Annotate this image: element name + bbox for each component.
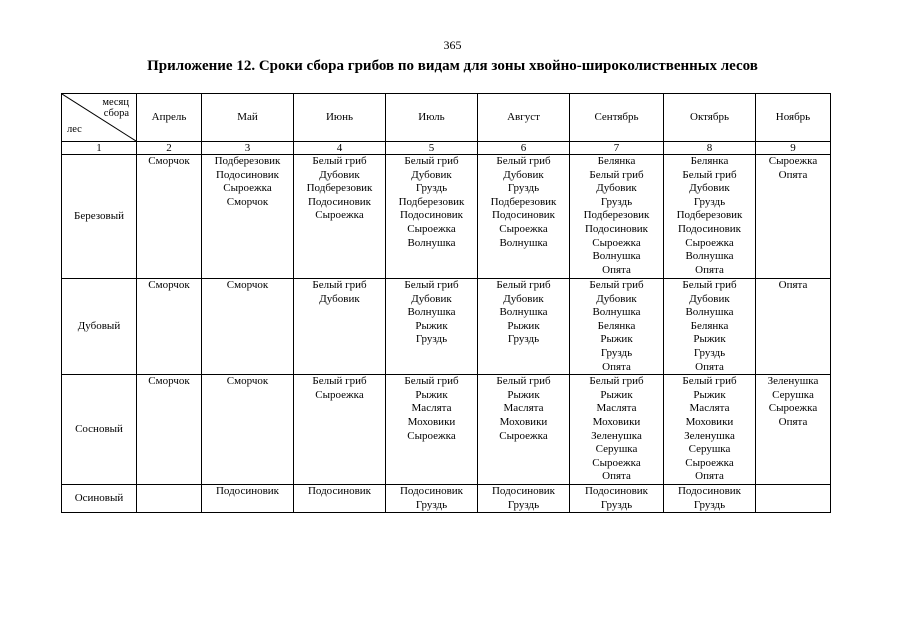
- mushroom-name: Зеленушка: [591, 429, 642, 442]
- mushroom-name: Белый гриб: [589, 375, 644, 388]
- mushroom-name: Рыжик: [415, 319, 448, 332]
- column-number: 6: [478, 142, 570, 155]
- mushroom-name: Маслята: [503, 402, 544, 415]
- mushroom-name: Дубовик: [319, 168, 360, 181]
- mushroom-name: Опята: [695, 470, 724, 483]
- mushroom-name: Дубовик: [319, 292, 360, 305]
- column-number: 7: [570, 142, 664, 155]
- mushroom-cell: [137, 484, 202, 512]
- forest-row-aspen: [62, 484, 831, 512]
- mushroom-cell: [478, 484, 570, 512]
- mushroom-name: Волнушка: [685, 306, 734, 319]
- mushroom-cell: [386, 279, 478, 375]
- mushroom-name: Сыроежка: [407, 429, 456, 442]
- mushroom-cell: [386, 375, 478, 485]
- mushroom-name: Белый гриб: [589, 279, 644, 291]
- mushroom-cell: [570, 279, 664, 375]
- mushroom-name: Подосиновик: [215, 484, 280, 497]
- mushroom-name: Серушка: [772, 388, 814, 401]
- mushroom-name: Белый гриб: [682, 168, 737, 181]
- mushroom-name: Зеленушка: [684, 429, 735, 442]
- forest-type-label: Дубовый: [62, 279, 137, 375]
- mushroom-name: Белый гриб: [404, 279, 459, 291]
- mushroom-name: Опята: [778, 168, 808, 181]
- mushroom-name: Белянка: [597, 155, 636, 167]
- mushroom-name: Моховики: [592, 415, 641, 428]
- corner-header-cell: [62, 94, 137, 142]
- mushroom-cell: [202, 375, 294, 485]
- mushroom-name: Груздь: [507, 182, 540, 195]
- mushroom-cell: [294, 484, 386, 512]
- corner-month-line-2: сбора: [103, 108, 129, 119]
- mushroom-name: Подосиновик: [307, 484, 372, 497]
- mushroom-name: Дубовик: [411, 292, 452, 305]
- mushroom-name: Сыроежка: [685, 456, 734, 469]
- mushroom-cell: [570, 375, 664, 485]
- mushroom-name: Рыжик: [507, 319, 540, 332]
- mushroom-name: Подосиновик: [307, 195, 372, 208]
- mushroom-name: Дубовик: [503, 168, 544, 181]
- mushroom-name: Рыжик: [600, 333, 633, 346]
- column-number-row: [62, 142, 831, 155]
- mushroom-cell: [137, 279, 202, 375]
- mushroom-name: Подберезовик: [214, 155, 281, 167]
- mushroom-name: Подосиновик: [399, 484, 464, 497]
- mushroom-cell: [478, 279, 570, 375]
- mushroom-name: Белый гриб: [404, 375, 459, 388]
- mushroom-name: Сыроежка: [407, 222, 456, 235]
- month-header-aug: Август: [478, 94, 570, 142]
- mushroom-cell: [664, 155, 756, 279]
- mushroom-name: Белый гриб: [496, 375, 551, 388]
- mushroom-cell: [570, 155, 664, 279]
- month-header-jul: Июль: [386, 94, 478, 142]
- mushroom-name: Серушка: [595, 443, 638, 456]
- month-header-oct: Октябрь: [664, 94, 756, 142]
- mushroom-cell: [756, 279, 831, 375]
- mushroom-name: Сморчок: [148, 375, 190, 388]
- mushroom-name: Подберезовик: [676, 209, 743, 222]
- mushroom-name: Дубовик: [596, 182, 637, 195]
- column-number: 8: [664, 142, 756, 155]
- mushroom-cell: [478, 155, 570, 279]
- mushroom-name: Сыроежка: [223, 182, 272, 195]
- mushroom-name: Дубовик: [689, 182, 730, 195]
- mushroom-name: Белый гриб: [589, 168, 644, 181]
- mushroom-name: Белый гриб: [496, 279, 551, 291]
- mushroom-name: Подберезовик: [306, 182, 373, 195]
- forest-type-label: Сосновый: [62, 375, 137, 485]
- mushroom-name: Сморчок: [148, 279, 190, 291]
- forest-row-oak: [62, 279, 831, 375]
- forest-type-label: Осиновый: [62, 484, 137, 512]
- mushroom-name: Груздь: [600, 498, 633, 511]
- column-number: 3: [202, 142, 294, 155]
- mushroom-name: Моховики: [685, 415, 734, 428]
- mushroom-cell: [664, 484, 756, 512]
- mushroom-name: Опята: [602, 263, 631, 276]
- mushroom-cell: [756, 375, 831, 485]
- mushroom-name: Волнушка: [407, 236, 456, 249]
- mushroom-name: Белый гриб: [312, 155, 367, 167]
- mushroom-name: Груздь: [600, 195, 633, 208]
- mushroom-name: Волнушка: [685, 250, 734, 263]
- mushroom-cell: [570, 484, 664, 512]
- month-header-jun: Июнь: [294, 94, 386, 142]
- forest-type-label: Березовый: [62, 155, 137, 279]
- mushroom-name: Сыроежка: [685, 236, 734, 249]
- mushroom-name: Груздь: [507, 333, 540, 346]
- mushroom-name: Груздь: [693, 195, 726, 208]
- mushroom-cell: [294, 279, 386, 375]
- month-header-nov: Ноябрь: [756, 94, 831, 142]
- mushroom-cell: [294, 155, 386, 279]
- mushroom-harvest-table: [61, 93, 831, 513]
- page-title: Приложение 12. Сроки сбора грибов по видам для зоны хвойно-широколиственных лесов: [147, 58, 758, 74]
- mushroom-name: Груздь: [415, 182, 448, 195]
- mushroom-name: Подосиновик: [677, 484, 742, 497]
- mushroom-name: Маслята: [411, 402, 452, 415]
- column-number: 4: [294, 142, 386, 155]
- mushroom-name: Дубовик: [596, 292, 637, 305]
- mushroom-name: Белый гриб: [682, 375, 737, 388]
- mushroom-name: Маслята: [689, 402, 730, 415]
- mushroom-name: Груздь: [415, 333, 448, 346]
- month-header-may: Май: [202, 94, 294, 142]
- mushroom-name: Дубовик: [503, 292, 544, 305]
- mushroom-cell: [756, 484, 831, 512]
- month-header-sep: Сентябрь: [570, 94, 664, 142]
- mushroom-name: Белый гриб: [496, 155, 551, 167]
- mushroom-cell: [137, 375, 202, 485]
- corner-forest-label: лес: [67, 124, 82, 136]
- column-number: 9: [756, 142, 831, 155]
- mushroom-name: Белый гриб: [682, 279, 737, 291]
- mushroom-cell: [202, 484, 294, 512]
- mushroom-name: Опята: [602, 360, 631, 373]
- mushroom-name: Рыжик: [693, 388, 726, 401]
- mushroom-name: Сыроежка: [315, 209, 364, 222]
- mushroom-cell: [664, 279, 756, 375]
- mushroom-name: Серушка: [688, 443, 731, 456]
- mushroom-name: Подосиновик: [584, 484, 649, 497]
- mushroom-name: Подосиновик: [491, 484, 556, 497]
- mushroom-name: Опята: [778, 415, 808, 428]
- mushroom-name: Рыжик: [600, 388, 633, 401]
- mushroom-name: Подберезовик: [583, 209, 650, 222]
- mushroom-name: Груздь: [693, 498, 726, 511]
- mushroom-name: Волнушка: [499, 236, 548, 249]
- mushroom-cell: [137, 155, 202, 279]
- mushroom-cell: [202, 155, 294, 279]
- mushroom-cell: [664, 375, 756, 485]
- mushroom-name: Сморчок: [226, 195, 269, 208]
- mushroom-name: Белый гриб: [312, 375, 367, 388]
- mushroom-name: Опята: [778, 279, 808, 291]
- mushroom-name: Подосиновик: [215, 168, 280, 181]
- mushroom-name: Сморчок: [148, 155, 190, 167]
- page-number: 365: [443, 38, 462, 52]
- mushroom-name: Зеленушка: [767, 375, 819, 388]
- mushroom-name: Дубовик: [411, 168, 452, 181]
- mushroom-name: Рыжик: [507, 388, 540, 401]
- mushroom-cell: [386, 484, 478, 512]
- corner-month-line-1: месяц: [102, 97, 129, 108]
- mushroom-name: Подберезовик: [398, 195, 465, 208]
- mushroom-name: Сморчок: [226, 375, 269, 388]
- mushroom-name: Белый гриб: [404, 155, 459, 167]
- corner-month-label: [102, 97, 129, 119]
- mushroom-name: Сыроежка: [499, 222, 548, 235]
- mushroom-name: Волнушка: [592, 250, 641, 263]
- mushroom-name: Белянка: [690, 155, 729, 167]
- mushroom-name: Груздь: [600, 346, 633, 359]
- mushroom-name: Груздь: [693, 346, 726, 359]
- mushroom-name: Волнушка: [407, 306, 456, 319]
- mushroom-name: Волнушка: [499, 306, 548, 319]
- column-number: 5: [386, 142, 478, 155]
- mushroom-cell: [756, 155, 831, 279]
- mushroom-name: Дубовик: [689, 292, 730, 305]
- forest-row-pine: [62, 375, 831, 485]
- mushroom-name: Сыроежка: [768, 155, 818, 167]
- mushroom-name: Сыроежка: [592, 456, 641, 469]
- header-row: [62, 94, 831, 142]
- mushroom-name: Подосиновик: [584, 222, 649, 235]
- mushroom-name: Сморчок: [226, 279, 269, 291]
- mushroom-name: Сыроежка: [592, 236, 641, 249]
- forest-row-birch: [62, 155, 831, 279]
- mushroom-name: Опята: [602, 470, 631, 483]
- mushroom-name: Рыжик: [693, 333, 726, 346]
- mushroom-cell: [294, 375, 386, 485]
- table-body: [62, 155, 831, 513]
- mushroom-name: Подосиновик: [491, 209, 556, 222]
- mushroom-cell: [386, 155, 478, 279]
- mushroom-name: Груздь: [507, 498, 540, 511]
- mushroom-name: Рыжик: [415, 388, 448, 401]
- mushroom-name: Сыроежка: [768, 402, 818, 415]
- mushroom-name: Белый гриб: [312, 279, 367, 291]
- mushroom-name: Опята: [695, 360, 724, 373]
- mushroom-name: Сыроежка: [315, 388, 364, 401]
- mushroom-name: Белянка: [690, 319, 729, 332]
- mushroom-name: Моховики: [499, 415, 548, 428]
- mushroom-name: Маслята: [596, 402, 637, 415]
- column-number: 2: [137, 142, 202, 155]
- mushroom-name: Груздь: [415, 498, 448, 511]
- mushroom-name: Подберезовик: [490, 195, 557, 208]
- mushroom-name: Подосиновик: [677, 222, 742, 235]
- mushroom-cell: [202, 279, 294, 375]
- month-header-apr: Апрель: [137, 94, 202, 142]
- mushroom-name: Опята: [695, 263, 724, 276]
- mushroom-name: Белянка: [597, 319, 636, 332]
- mushroom-name: Волнушка: [592, 306, 641, 319]
- mushroom-name: Подосиновик: [399, 209, 464, 222]
- mushroom-name: Моховики: [407, 415, 456, 428]
- column-number: 1: [62, 142, 137, 155]
- mushroom-name: Сыроежка: [499, 429, 548, 442]
- mushroom-cell: [478, 375, 570, 485]
